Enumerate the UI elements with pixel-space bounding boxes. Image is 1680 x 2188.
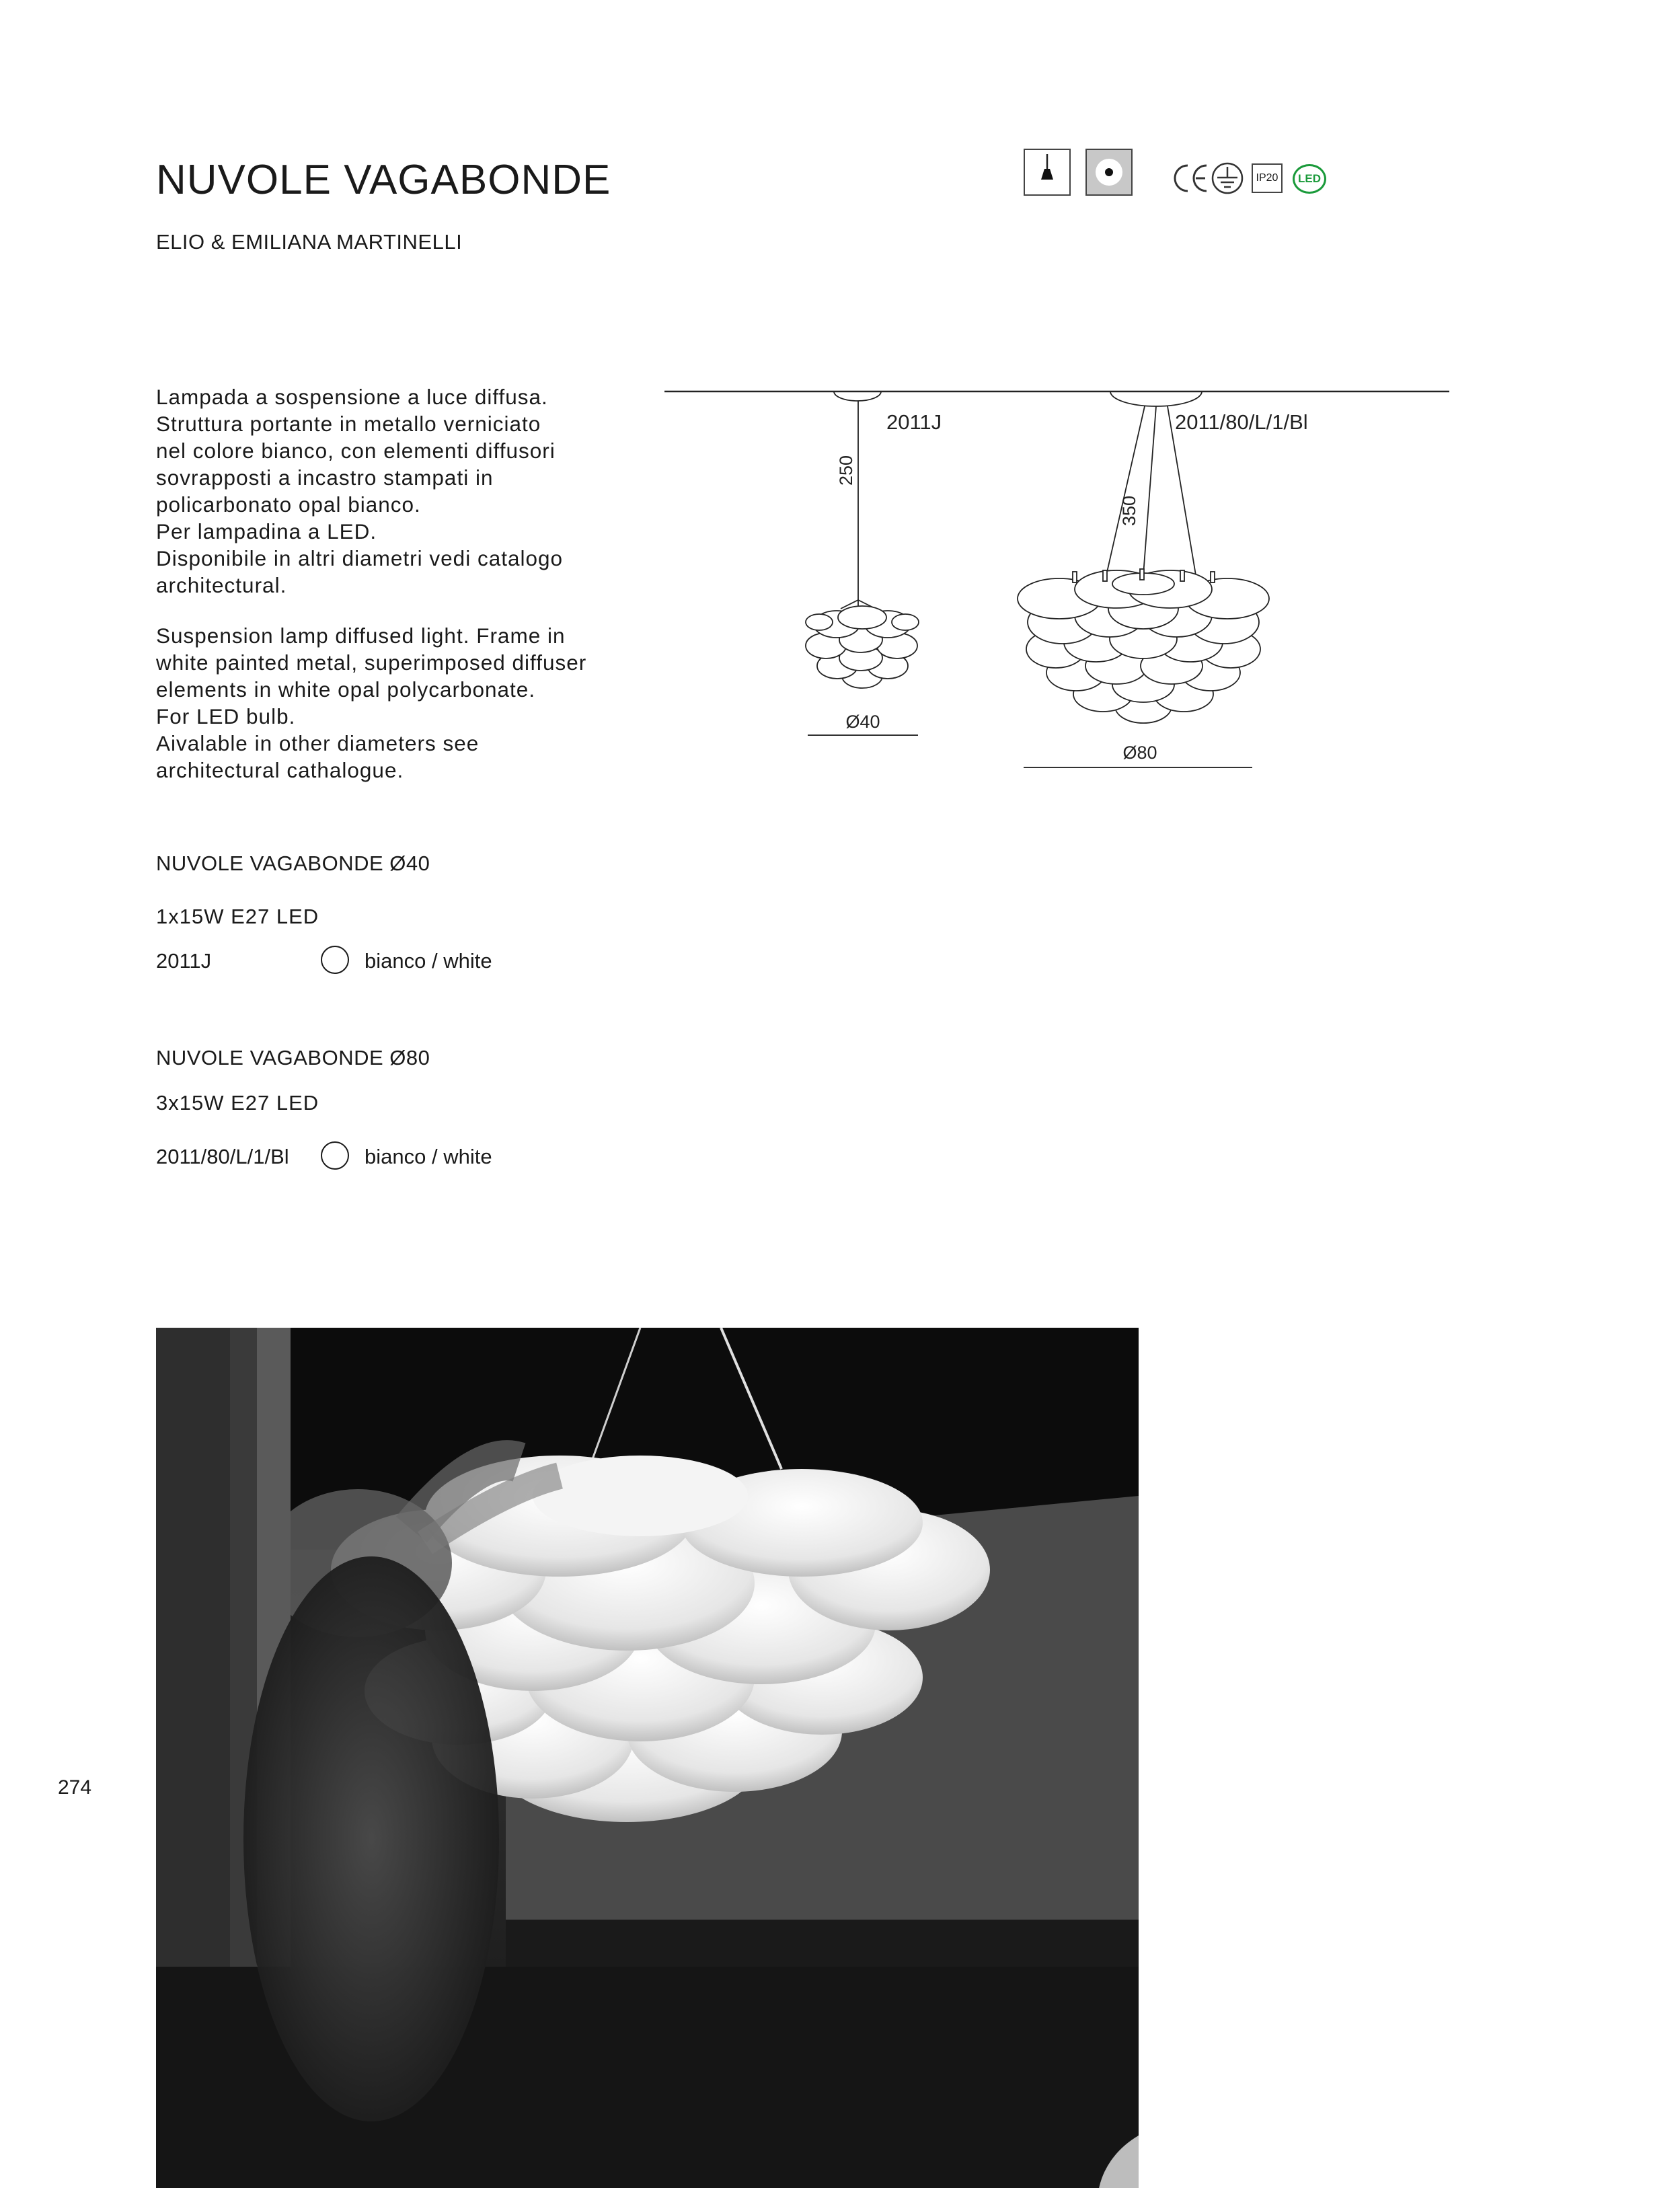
led-label: LED (1298, 172, 1321, 185)
large-code-label: 2011/80/L/1/Bl (1175, 410, 1308, 434)
description-italian: Lampada a sospensione a luce diffusa. Struttura portante in metallo verniciato nel colore bianco, con elementi diffusori sovrapposti a incastro stampati in policarbonato opal bianco. Per lampadina a LED. Disponibile in altri diametri vedi catalogo architectural. (156, 385, 564, 597)
color-swatch-white (321, 1141, 349, 1170)
ip-rating-label: IP20 (1256, 172, 1278, 184)
small-code-label: 2011J (886, 410, 942, 434)
color-swatch-white (321, 946, 349, 974)
product-photo (156, 1328, 1139, 2188)
page-number: 274 (58, 1776, 92, 1799)
product-code: 2011/80/L/1/Bl (156, 1145, 289, 1168)
large-diameter-label: Ø80 (1122, 743, 1157, 763)
color-label: bianco / white (365, 949, 492, 973)
product-name: NUVOLE VAGABONDE Ø40 (156, 852, 430, 875)
product-name: NUVOLE VAGABONDE Ø80 (156, 1046, 430, 1069)
description-english: Suspension lamp diffused light. Frame in white painted metal, superimposed diffuser elements in white opal polycarbonate. For LED bulb. Aivalable in other diameters see architectural cathalogue. (156, 624, 587, 782)
color-label: bianco / white (365, 1145, 492, 1168)
product-spec: 3x15W E27 LED (156, 1091, 319, 1115)
product-spec: 1x15W E27 LED (156, 905, 319, 928)
product-code: 2011J (156, 949, 212, 973)
large-height-label: 350 (1119, 495, 1139, 526)
designer-name: ELIO & EMILIANA MARTINELLI (156, 230, 463, 254)
small-diameter-label: Ø40 (845, 712, 880, 732)
lamp-small-drawing (806, 391, 919, 688)
page-title: NUVOLE VAGABONDE (156, 157, 611, 203)
lamp-large-drawing (1018, 391, 1269, 723)
small-height-label: 250 (836, 455, 856, 486)
